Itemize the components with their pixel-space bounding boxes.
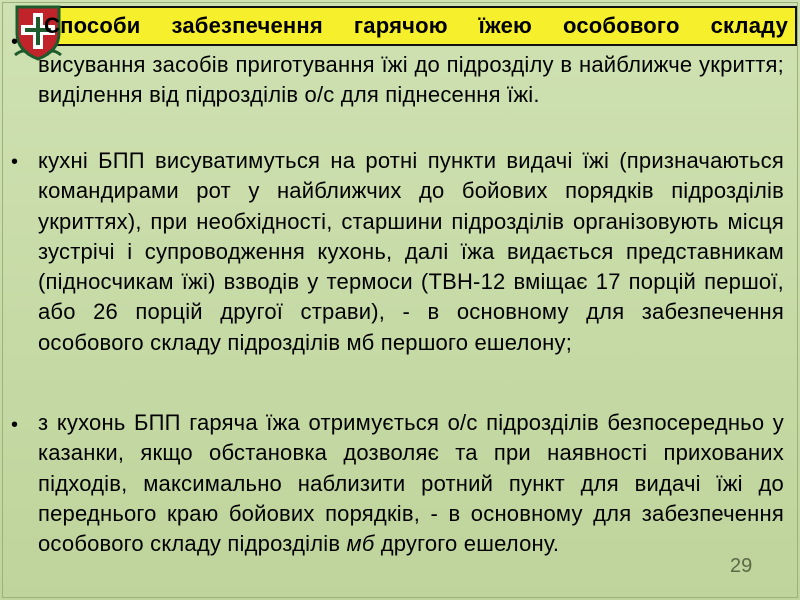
page-number: 29: [730, 555, 753, 577]
list-item: [38, 408, 784, 559]
list-item: кухні БПП висуватимуться на ротні пункти видачі їжі (призначаються командирами рот у найближчих до бойових порядків підрозділів укриттях), при необхідності, старшини підрозділів організовують місця зустрічі і супроводження кухонь, далі їжа видається представникам (підносчикам їжі) взводів у термоси (ТВН-12 вміщає 17 порцій першої, або 26 порцій другої страви), - в основному для забезпечення особового складу підрозділів мб першого ешелону;: [38, 148, 784, 355]
bullet-marker: •: [11, 31, 19, 53]
title-continuation: висування засобів приготування їжі до підрозділу в найближче укриття; виділення від підрозділів о/с для піднесення їжі.: [38, 52, 784, 108]
list-item-italic: мб: [346, 531, 375, 557]
bullet-marker: •: [11, 414, 19, 436]
bullet-marker: •: [11, 151, 19, 173]
slide-title: Способи забезпечення гарячою їжею особового складу: [44, 13, 788, 38]
list-item-text: з кухонь БПП гаряча їжа отримується о/с підрозділів безпосередньо у казанки, якщо обстановка дозволяє та при наявності прихованих підходів, максимально наблизити ротний пункт для видачі їжі до переднього краю бойових порядків, - в основному для забезпечення особового складу підрозділів: [38, 410, 784, 557]
list-item-text-end: другого ешелону.: [374, 531, 560, 557]
